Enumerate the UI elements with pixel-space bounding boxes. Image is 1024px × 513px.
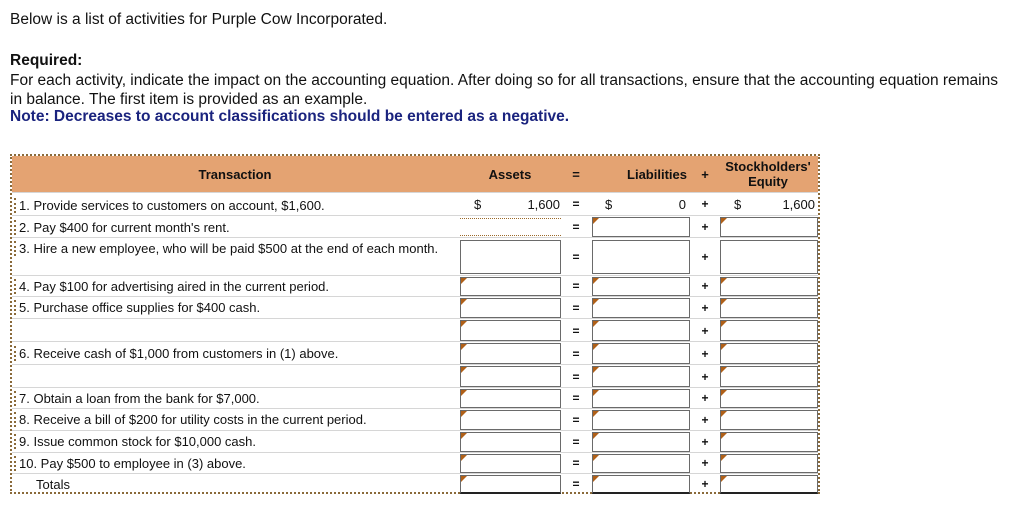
table-row (12, 296, 818, 318)
assets-input[interactable] (460, 240, 561, 274)
plus-sign: + (701, 370, 709, 384)
header-liabilities: Liabilities (627, 166, 687, 182)
transaction-label: 7. Obtain a loan from the bank for $7,000. (14, 391, 260, 406)
table-row (12, 237, 818, 275)
equals-sign: = (572, 413, 580, 427)
transaction-label: 5. Purchase office supplies for $400 cash. (14, 300, 260, 315)
table-row (12, 452, 818, 473)
table-row (12, 215, 818, 237)
assets-input[interactable] (460, 298, 561, 318)
assets-input[interactable] (460, 410, 561, 430)
table-row (12, 192, 818, 215)
equity-input[interactable] (720, 320, 818, 341)
equity-input[interactable] (720, 277, 818, 296)
assets-input[interactable] (460, 218, 561, 236)
assets-input[interactable] (460, 277, 561, 296)
liabilities-input[interactable] (592, 320, 690, 341)
assets-total[interactable] (460, 475, 561, 494)
table-row (12, 387, 818, 408)
equals-sign: = (572, 324, 580, 338)
liabilities-input[interactable] (592, 432, 690, 452)
equals-sign: = (572, 477, 580, 491)
liabilities-currency: $ (605, 197, 613, 212)
assets-value: 1,600 (527, 197, 560, 212)
equals-sign: = (572, 370, 580, 384)
assets-input[interactable] (460, 343, 561, 364)
equity-input[interactable] (720, 366, 818, 387)
header-equals: = (572, 166, 580, 182)
totals-label: Totals (36, 477, 70, 492)
table-row (12, 318, 818, 341)
plus-sign: + (701, 301, 709, 315)
plus-sign: + (701, 347, 709, 361)
liabilities-total[interactable] (592, 475, 690, 494)
assets-input[interactable] (460, 389, 561, 408)
transaction-label: 6. Receive cash of $1,000 from customers in (1) above. (14, 346, 338, 361)
totals-row (12, 473, 818, 494)
equity-input[interactable] (720, 389, 818, 408)
accounting-equation-table (10, 154, 820, 494)
plus-sign: + (701, 435, 709, 449)
required-heading: Required: (10, 52, 83, 69)
equity-total[interactable] (720, 475, 818, 494)
equity-input[interactable] (720, 410, 818, 430)
equals-sign: = (572, 456, 580, 470)
equals-sign: = (572, 301, 580, 315)
assets-input[interactable] (460, 366, 561, 387)
table-row (12, 341, 818, 364)
plus-sign: + (701, 250, 709, 264)
intro-text: Below is a list of activities for Purple Cow Incorporated. (10, 11, 388, 28)
equals-sign: = (572, 279, 580, 293)
note-text: Note: Decreases to account classifications should be entered as a negative. (10, 108, 570, 125)
table-row (12, 275, 818, 296)
header-equity: Stockholders' Equity (725, 159, 811, 189)
liabilities-input[interactable] (592, 343, 690, 364)
plus-sign: + (701, 413, 709, 427)
plus-sign: + (701, 324, 709, 338)
equity-input[interactable] (720, 298, 818, 318)
liabilities-input[interactable] (592, 366, 690, 387)
transaction-label: 9. Issue common stock for $10,000 cash. (14, 434, 256, 449)
equity-input[interactable] (720, 240, 818, 274)
assets-input[interactable] (460, 432, 561, 452)
equity-input[interactable] (720, 343, 818, 364)
equals-sign: = (572, 391, 580, 405)
equity-input[interactable] (720, 432, 818, 452)
plus-sign: + (701, 279, 709, 293)
header-assets: Assets (488, 166, 532, 182)
transaction-label: 8. Receive a bill of $200 for utility costs in the current period. (14, 412, 367, 427)
plus-sign: + (701, 456, 709, 470)
transaction-label: 4. Pay $100 for advertising aired in the current period. (14, 279, 329, 294)
equals-sign: = (572, 197, 580, 211)
assets-currency: $ (474, 197, 482, 212)
transaction-label: 2. Pay $400 for current month's rent. (14, 220, 230, 235)
equity-value: 1,600 (782, 197, 815, 212)
assets-input[interactable] (460, 320, 561, 341)
plus-sign: + (701, 391, 709, 405)
liabilities-input[interactable] (592, 240, 690, 274)
transaction-label: 3. Hire a new employee, who will be paid $500 at the end of each month. (14, 241, 439, 256)
table-header (12, 156, 818, 192)
equals-sign: = (572, 250, 580, 264)
equity-input[interactable] (720, 217, 818, 237)
transaction-label: 10. Pay $500 to employee in (3) above. (14, 456, 246, 471)
equity-input[interactable] (720, 454, 818, 473)
equals-sign: = (572, 347, 580, 361)
equity-currency: $ (734, 197, 742, 212)
table-row (12, 364, 818, 387)
equals-sign: = (572, 220, 580, 234)
table-row (12, 408, 818, 430)
liabilities-value: 0 (678, 197, 686, 212)
header-transaction: Transaction (198, 166, 272, 182)
plus-sign: + (701, 477, 709, 491)
liabilities-input[interactable] (592, 410, 690, 430)
header-plus: + (701, 166, 709, 182)
plus-sign: + (701, 220, 709, 234)
equals-sign: = (572, 435, 580, 449)
liabilities-input[interactable] (592, 277, 690, 296)
assets-input[interactable] (460, 454, 561, 473)
transaction-label: 1. Provide services to customers on account, $1,600. (14, 198, 325, 213)
liabilities-input[interactable] (592, 454, 690, 473)
liabilities-input[interactable] (592, 298, 690, 318)
plus-sign: + (701, 197, 709, 211)
table-row (12, 430, 818, 452)
liabilities-input[interactable] (592, 389, 690, 408)
liabilities-input[interactable] (592, 217, 690, 237)
required-instructions: For each activity, indicate the impact on the accounting equation. After doing so for all transactions, ensure that the accounting equation remains in balance. The first item is provided as an example. (10, 72, 998, 108)
